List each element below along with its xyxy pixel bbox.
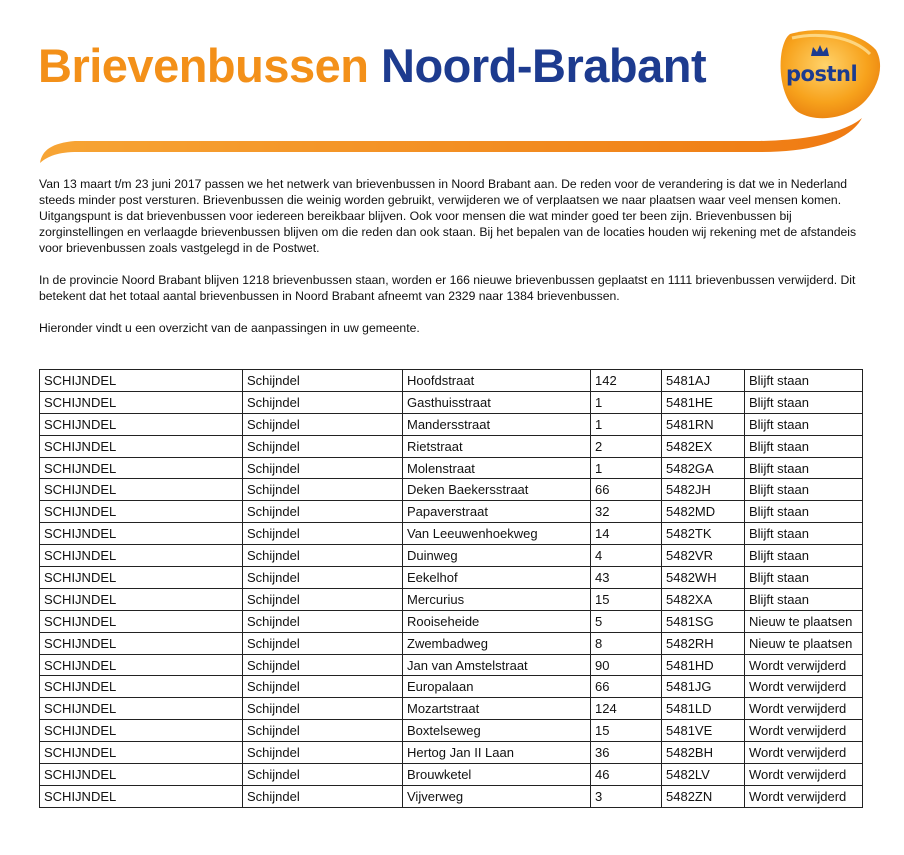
plaats-cell: Schijndel: [243, 720, 403, 742]
table-row: [40, 457, 863, 479]
postcode-cell: 5481LD: [662, 698, 745, 720]
straat-cell: Molenstraat: [403, 457, 591, 479]
straat-cell: Eekelhof: [403, 567, 591, 589]
straat-cell: Zwembadweg: [403, 632, 591, 654]
plaats-cell: Schijndel: [243, 588, 403, 610]
gemeente-cell: SCHIJNDEL: [40, 742, 243, 764]
status-cell: Blijft staan: [745, 545, 863, 567]
plaats-cell: Schijndel: [243, 610, 403, 632]
title-part-noord-brabant: Noord-Brabant: [381, 39, 707, 92]
straat-cell: Hertog Jan II Laan: [403, 742, 591, 764]
postcode-cell: 5482GA: [662, 457, 745, 479]
plaats-cell: Schijndel: [243, 676, 403, 698]
straat-cell: Mercurius: [403, 588, 591, 610]
crown-icon: [809, 43, 831, 59]
postcode-cell: 5482TK: [662, 523, 745, 545]
postcode-cell: 5482LV: [662, 764, 745, 786]
plaats-cell: Schijndel: [243, 479, 403, 501]
postcode-cell: 5481SG: [662, 610, 745, 632]
status-cell: Blijft staan: [745, 523, 863, 545]
plaats-cell: Schijndel: [243, 545, 403, 567]
table-row: [40, 479, 863, 501]
plaats-cell: Schijndel: [243, 632, 403, 654]
plaats-cell: Schijndel: [243, 435, 403, 457]
gemeente-cell: SCHIJNDEL: [40, 567, 243, 589]
intro-paragraph-3: Hieronder vindt u een overzicht van de aanpassingen in uw gemeente.: [39, 321, 420, 335]
gemeente-cell: SCHIJNDEL: [40, 391, 243, 413]
huisnummer-cell: 36: [591, 742, 662, 764]
postcode-cell: 5481AJ: [662, 370, 745, 392]
gemeente-cell: SCHIJNDEL: [40, 720, 243, 742]
straat-cell: Boxtelseweg: [403, 720, 591, 742]
gemeente-cell: SCHIJNDEL: [40, 501, 243, 523]
table-row: [40, 413, 863, 435]
plaats-cell: Schijndel: [243, 523, 403, 545]
table-row: [40, 632, 863, 654]
plaats-cell: Schijndel: [243, 370, 403, 392]
gemeente-cell: SCHIJNDEL: [40, 370, 243, 392]
straat-cell: Brouwketel: [403, 764, 591, 786]
table-row: [40, 501, 863, 523]
status-cell: Blijft staan: [745, 435, 863, 457]
table-row: [40, 654, 863, 676]
status-cell: Blijft staan: [745, 588, 863, 610]
status-cell: Wordt verwijderd: [745, 676, 863, 698]
gemeente-cell: SCHIJNDEL: [40, 457, 243, 479]
postcode-cell: 5481HD: [662, 654, 745, 676]
huisnummer-cell: 66: [591, 479, 662, 501]
huisnummer-cell: 90: [591, 654, 662, 676]
mailbox-table: [39, 369, 863, 808]
gemeente-cell: SCHIJNDEL: [40, 435, 243, 457]
table-row: [40, 764, 863, 786]
postcode-cell: 5482WH: [662, 567, 745, 589]
plaats-cell: Schijndel: [243, 764, 403, 786]
logo-text: postnl: [786, 62, 858, 86]
gemeente-cell: SCHIJNDEL: [40, 785, 243, 807]
status-cell: Wordt verwijderd: [745, 785, 863, 807]
straat-cell: Van Leeuwenhoekweg: [403, 523, 591, 545]
straat-cell: Mandersstraat: [403, 413, 591, 435]
huisnummer-cell: 43: [591, 567, 662, 589]
postcode-cell: 5482RH: [662, 632, 745, 654]
gemeente-cell: SCHIJNDEL: [40, 479, 243, 501]
status-cell: Blijft staan: [745, 479, 863, 501]
straat-cell: Vijverweg: [403, 785, 591, 807]
status-cell: Blijft staan: [745, 567, 863, 589]
huisnummer-cell: 1: [591, 413, 662, 435]
huisnummer-cell: 3: [591, 785, 662, 807]
status-cell: Blijft staan: [745, 501, 863, 523]
intro-text: [39, 176, 869, 352]
table-row: [40, 391, 863, 413]
table-row: [40, 676, 863, 698]
huisnummer-cell: 8: [591, 632, 662, 654]
gemeente-cell: SCHIJNDEL: [40, 413, 243, 435]
postcode-cell: 5481RN: [662, 413, 745, 435]
gemeente-cell: SCHIJNDEL: [40, 654, 243, 676]
huisnummer-cell: 124: [591, 698, 662, 720]
table-row: [40, 567, 863, 589]
huisnummer-cell: 15: [591, 588, 662, 610]
status-cell: Wordt verwijderd: [745, 742, 863, 764]
table-row: [40, 785, 863, 807]
postcode-cell: 5482EX: [662, 435, 745, 457]
status-cell: Nieuw te plaatsen: [745, 632, 863, 654]
huisnummer-cell: 46: [591, 764, 662, 786]
gemeente-cell: SCHIJNDEL: [40, 764, 243, 786]
gemeente-cell: SCHIJNDEL: [40, 610, 243, 632]
straat-cell: Europalaan: [403, 676, 591, 698]
straat-cell: Duinweg: [403, 545, 591, 567]
plaats-cell: Schijndel: [243, 457, 403, 479]
straat-cell: Gasthuisstraat: [403, 391, 591, 413]
page-header: [0, 0, 904, 170]
straat-cell: Jan van Amstelstraat: [403, 654, 591, 676]
plaats-cell: Schijndel: [243, 742, 403, 764]
huisnummer-cell: 142: [591, 370, 662, 392]
plaats-cell: Schijndel: [243, 698, 403, 720]
postcode-cell: 5481HE: [662, 391, 745, 413]
postcode-cell: 5482VR: [662, 545, 745, 567]
title-part-brievenbussen: Brievenbussen: [38, 39, 369, 92]
postcode-cell: 5482XA: [662, 588, 745, 610]
postcode-cell: 5482BH: [662, 742, 745, 764]
huisnummer-cell: 5: [591, 610, 662, 632]
gemeente-cell: SCHIJNDEL: [40, 523, 243, 545]
postcode-cell: 5482ZN: [662, 785, 745, 807]
straat-cell: Deken Baekersstraat: [403, 479, 591, 501]
table-row: [40, 370, 863, 392]
straat-cell: Mozartstraat: [403, 698, 591, 720]
plaats-cell: Schijndel: [243, 654, 403, 676]
intro-paragraph-1: Van 13 maart t/m 23 juni 2017 passen we het netwerk van brievenbussen in Noord Brabant aan. De reden voor de verandering is dat we in Nederland steeds minder post versturen. Brievenbussen die weinig worden gebruikt, verwijderen we of verplaatsen we naar plaatsen waar veel mensen komen. Uitgangspunt is dat brievenbussen voor iedereen bereikbaar blijven. Ook voor mensen die wat minder goed ter been zijn. Brievenbussen bij zorginstellingen en verlaagde brievenbussen blijven om die reden dan ook staan. Bij het bepalen van de locaties houden wij rekening met de afstandeis voor brievenbussen zoals vastgelegd in de Postwet.: [39, 177, 857, 255]
status-cell: Blijft staan: [745, 413, 863, 435]
table-row: [40, 698, 863, 720]
orange-swoosh-decoration: [0, 0, 904, 170]
status-cell: Nieuw te plaatsen: [745, 610, 863, 632]
huisnummer-cell: 2: [591, 435, 662, 457]
plaats-cell: Schijndel: [243, 567, 403, 589]
table-row: [40, 742, 863, 764]
status-cell: Wordt verwijderd: [745, 654, 863, 676]
postcode-cell: 5482MD: [662, 501, 745, 523]
huisnummer-cell: 14: [591, 523, 662, 545]
status-cell: Blijft staan: [745, 457, 863, 479]
status-cell: Wordt verwijderd: [745, 764, 863, 786]
plaats-cell: Schijndel: [243, 785, 403, 807]
huisnummer-cell: 1: [591, 391, 662, 413]
straat-cell: Rooiseheide: [403, 610, 591, 632]
gemeente-cell: SCHIJNDEL: [40, 676, 243, 698]
huisnummer-cell: 66: [591, 676, 662, 698]
table-row: [40, 610, 863, 632]
gemeente-cell: SCHIJNDEL: [40, 588, 243, 610]
table-row: [40, 545, 863, 567]
gemeente-cell: SCHIJNDEL: [40, 545, 243, 567]
plaats-cell: Schijndel: [243, 501, 403, 523]
huisnummer-cell: 15: [591, 720, 662, 742]
gemeente-cell: SCHIJNDEL: [40, 632, 243, 654]
table-row: [40, 435, 863, 457]
straat-cell: Papaverstraat: [403, 501, 591, 523]
gemeente-cell: SCHIJNDEL: [40, 698, 243, 720]
huisnummer-cell: 1: [591, 457, 662, 479]
status-cell: Wordt verwijderd: [745, 720, 863, 742]
straat-cell: Hoofdstraat: [403, 370, 591, 392]
plaats-cell: Schijndel: [243, 413, 403, 435]
straat-cell: Rietstraat: [403, 435, 591, 457]
status-cell: Wordt verwijderd: [745, 698, 863, 720]
postcode-cell: 5481JG: [662, 676, 745, 698]
status-cell: Blijft staan: [745, 391, 863, 413]
status-cell: Blijft staan: [745, 370, 863, 392]
postcode-cell: 5482JH: [662, 479, 745, 501]
table-row: [40, 588, 863, 610]
intro-paragraph-2: In de provincie Noord Brabant blijven 1218 brievenbussen staan, worden er 166 nieuwe brievenbussen geplaatst en 1111 brievenbussen verwijderd. Dit betekent dat het totaal aantal brievenbussen in Noord Brabant afneemt van 2329 naar 1384 brievenbussen.: [39, 273, 856, 303]
plaats-cell: Schijndel: [243, 391, 403, 413]
huisnummer-cell: 4: [591, 545, 662, 567]
postcode-cell: 5481VE: [662, 720, 745, 742]
huisnummer-cell: 32: [591, 501, 662, 523]
table-row: [40, 720, 863, 742]
table-row: [40, 523, 863, 545]
